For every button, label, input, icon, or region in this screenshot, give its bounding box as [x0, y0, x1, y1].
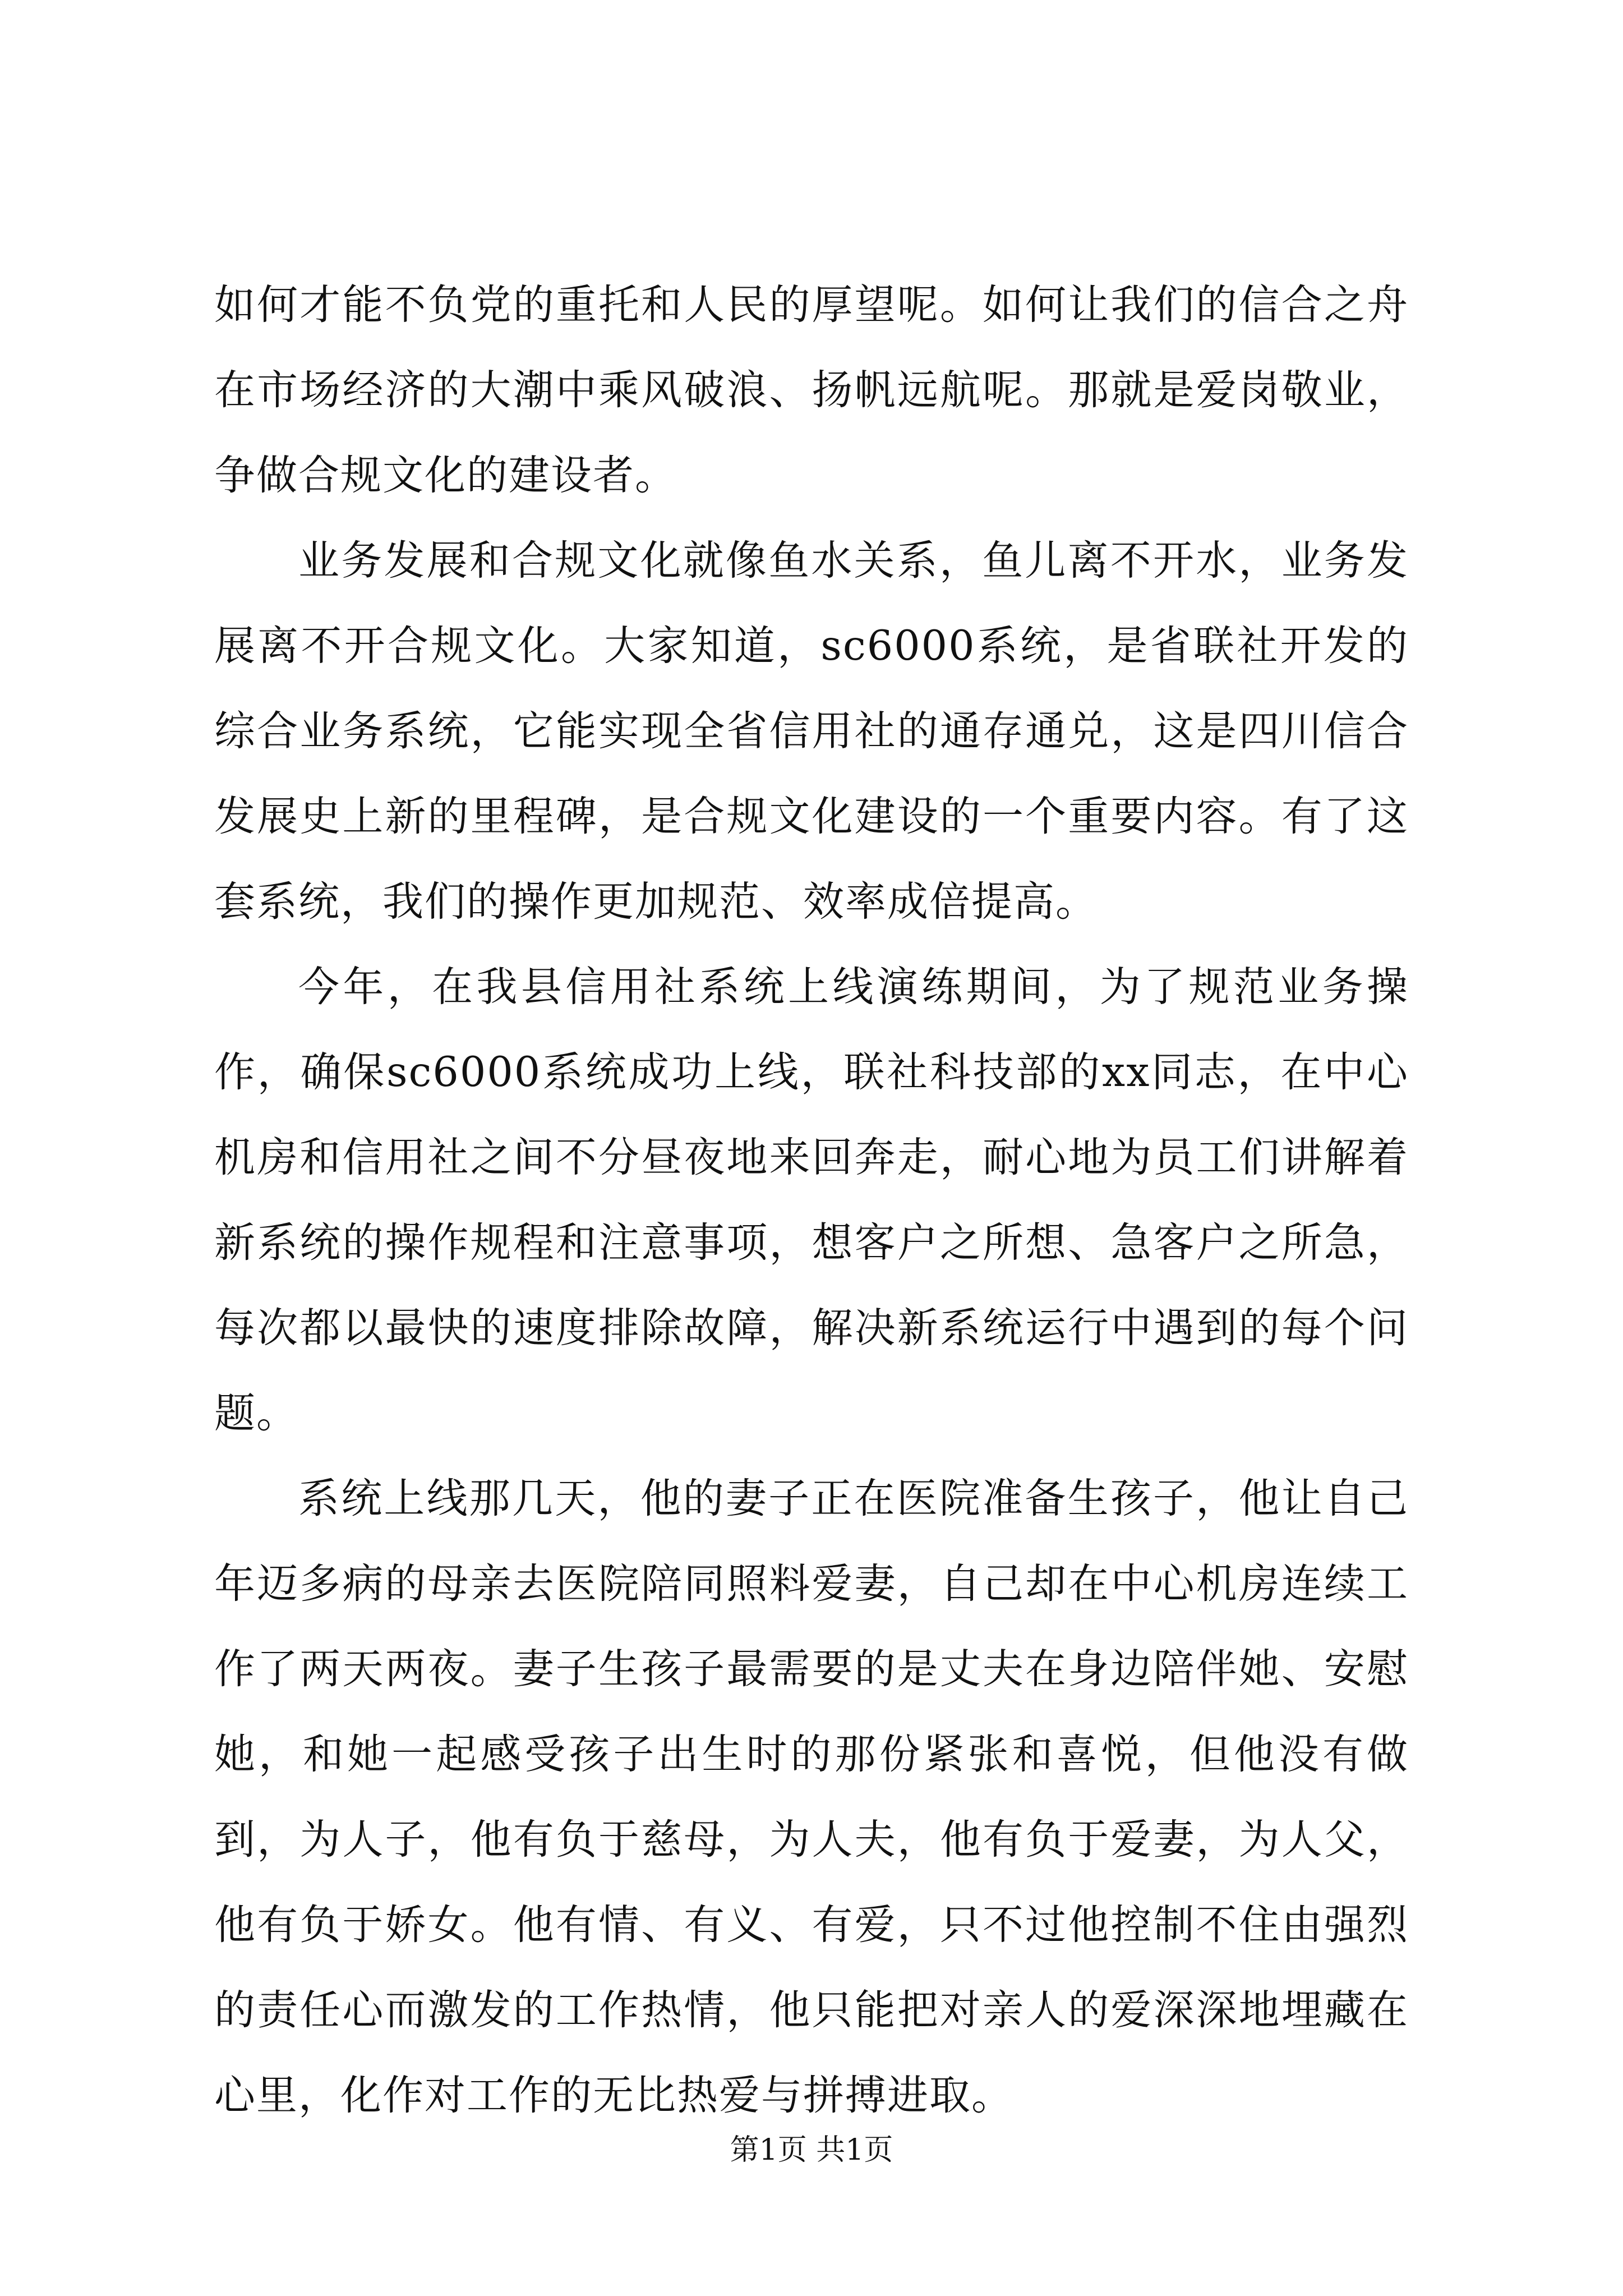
paragraph-1: 如何才能不负党的重托和人民的厚望呢。如何让我们的信合之舟在市场经济的大潮中乘风破浪、扬帆远航呢。那就是爱岗敬业，争做合规文化的建设者。 [214, 281, 1409, 499]
paragraph-4: 系统上线那几天，他的妻子正在医院准备生孩子，他让自己年迈多病的母亲去医院陪同照料爱妻，自己却在中心机房连续工作了两天两夜。妻子生孩子最需要的是丈夫在身边陪伴她、安慰她，和她一起感受孩子出生时的那份紧张和喜悦，但他没有做到，为人子，他有负于慈母，为人夫，他有负于爱妻，为人父，他有负于娇女。他有情、有义、有爱，只不过他控制不住由强烈的责任心而激发的工作热情，他只能把对亲人的爱深深地埋藏在心里，化作对工作的无比热爱与拼搏进取。 [214, 1475, 1409, 2119]
paragraph-3: 今年，在我县信用社系统上线演练期间，为了规范业务操作，确保sc6000系统成功上线，联社科技部的xx同志，在中心机房和信用社之间不分昼夜地来回奔走，耐心地为员工们讲解着新系统的操作规程和注意事项，想客户之所想、急客户之所急，每次都以最快的速度排除故障，解决新系统运行中遇到的每个问题。 [214, 963, 1409, 1437]
page-footer: 第1页 共1页 [730, 2133, 893, 2167]
document-body [214, 263, 1409, 2138]
paragraph-2: 业务发展和合规文化就像鱼水关系，鱼儿离不开水，业务发展离不开合规文化。大家知道，sc6000系统，是省联社开发的综合业务系统，它能实现全省信用社的通存通兑，这是四川信合发展史上新的里程碑，是合规文化建设的一个重要内容。有了这套系统，我们的操作更加规范、效率成倍提高。 [214, 537, 1409, 926]
